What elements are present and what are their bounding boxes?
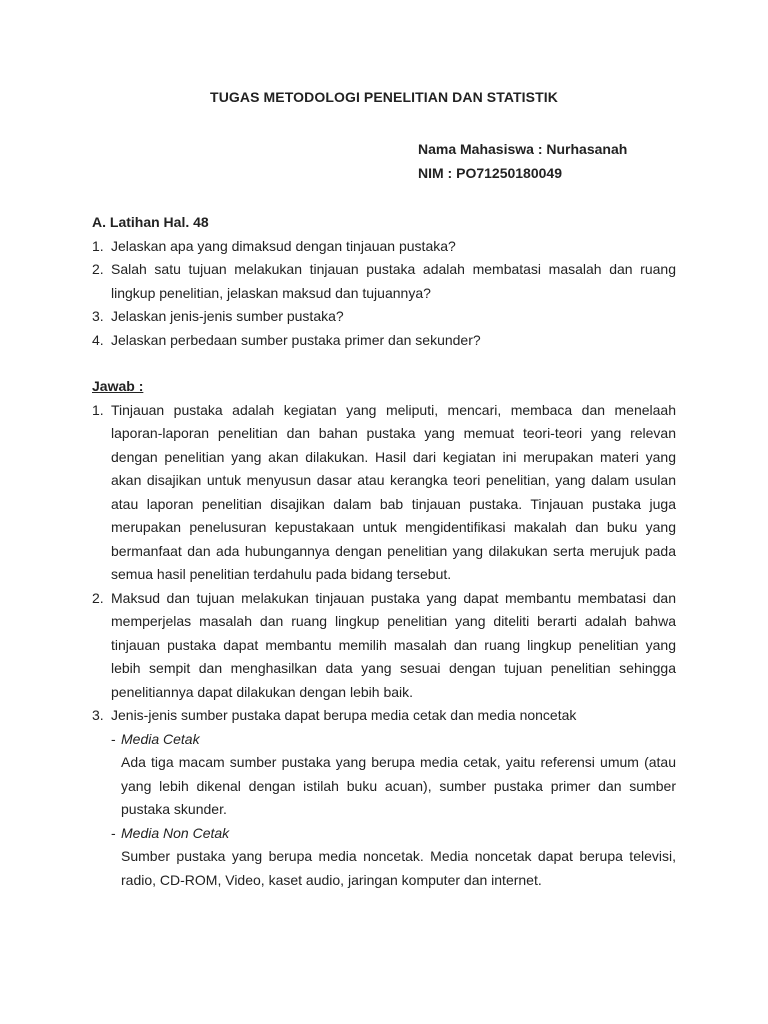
question-item	[92, 235, 676, 259]
question-text: Jelaskan perbedaan sumber pustaka primer dan sekunder?	[111, 331, 481, 348]
answer-text: Jenis-jenis sumber pustaka dapat berupa media cetak dan media noncetak	[111, 707, 577, 723]
question-number: 3.	[92, 308, 104, 324]
question-list	[92, 235, 676, 353]
question-item	[92, 329, 676, 353]
media-label: Media Non Cetak	[121, 824, 230, 841]
question-text: Jelaskan jenis-jenis sumber pustaka?	[111, 308, 344, 324]
question-item	[92, 305, 676, 329]
answer-text: Tinjauan pustaka adalah kegiatan yang meliputi, mencari, membaca dan menelaah laporan-laporan penelitian dan bahan pustaka yang memuat teori-teori yang relevan dengan penelitian yang akan dilakukan. Hasil dari kegiatan ini merupakan materi yang akan disajikan untuk menyusun dasar atau kerangka teori penelitian, yang dalam usulan atau laporan penelitian disajikan dalam bab tinjauan pustaka. Tinjauan pustaka juga merupakan penelusuran kepustakaan untuk mengidentifikasi makalah dan buku yang bermanfaat dan ada hubungannya dengan penelitian yang dilakukan serta merujuk pada semua hasil penelitian terdahulu pada bidang tersebut.	[111, 401, 676, 582]
question-number: 4.	[92, 331, 104, 348]
student-name: Nama Mahasiswa : Nurhasanah	[418, 141, 628, 157]
media-description: Ada tiga macam sumber pustaka yang berupa media cetak, yaitu referensi umum (atau yang lebih dikenal dengan istilah buku acuan), sumber pustaka primer dan sumber pustaka skunder.	[121, 754, 676, 817]
media-item	[111, 728, 676, 752]
answer-item	[92, 704, 676, 728]
answer-item	[92, 587, 676, 705]
student-identity	[418, 138, 676, 186]
question-text: Salah satu tujuan melakukan tinjauan pustaka adalah membatasi masalah dan ruang lingkup penelitian, jelaskan maksud dan tujuannya?	[111, 261, 676, 301]
question-text: Jelaskan apa yang dimaksud dengan tinjauan pustaka?	[111, 237, 456, 254]
answer-item	[92, 399, 676, 587]
question-number: 2.	[92, 261, 104, 277]
answer-text: Maksud dan tujuan melakukan tinjauan pustaka yang dapat membantu membatasi dan memperjelas masalah dan ruang lingkup penelitian yang diteliti berarti adalah bahwa tinjauan pustaka dapat membantu memilih masalah dan ruang lingkup penelitian yang lebih sempit dan menghasilkan data yang sesuai dengan tujuan penelitian sehingga penelitiannya dapat dilakukan dengan lebih baik.	[111, 589, 676, 700]
media-label: Media Cetak	[121, 730, 200, 747]
document-title: TUGAS METODOLOGI PENELITIAN DAN STATISTIK	[210, 89, 558, 105]
answers-heading: Jawab :	[92, 378, 144, 394]
media-item	[111, 822, 676, 846]
answer-list	[92, 399, 676, 728]
answer-number: 2.	[92, 589, 104, 606]
question-number: 1.	[92, 237, 104, 254]
question-item	[92, 258, 676, 305]
media-description: Sumber pustaka yang berupa media noncetak. Media noncetak dapat berupa televisi, radio, CD-ROM, Video, kaset audio, jaringan komputer dan internet.	[121, 848, 676, 888]
answer-number: 1.	[92, 401, 104, 418]
exercise-heading: A. Latihan Hal. 48	[92, 214, 209, 230]
media-dash: -	[111, 824, 116, 841]
media-dash: -	[111, 730, 116, 747]
answer-number: 3.	[92, 707, 104, 723]
student-nim: NIM : PO71250180049	[418, 165, 562, 181]
